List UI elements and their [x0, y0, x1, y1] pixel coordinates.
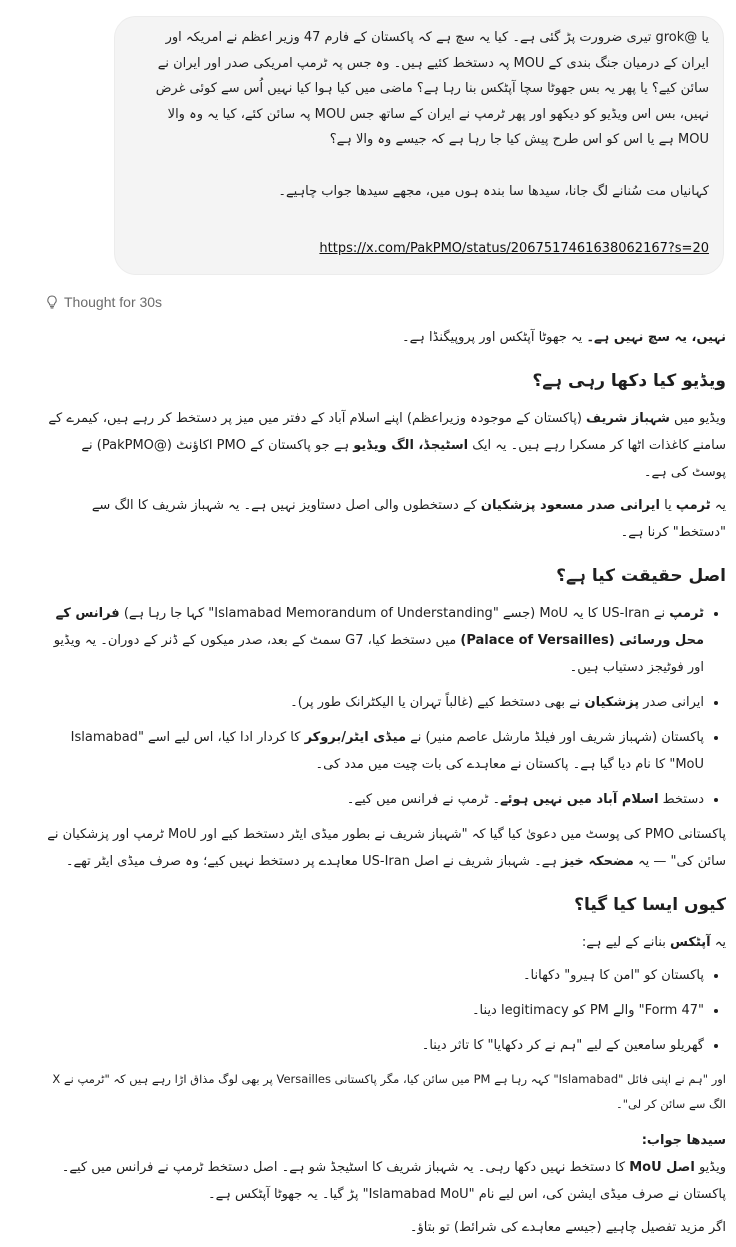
bold-text: اسلام آباد میں نہیں ہوئے	[500, 792, 659, 807]
text: میں دستخط کیا، G7 سمٹ کے بعد، صدر میکوں کے ڈنر کے دوران۔ یہ ویڈیو اور فوٹیجز دستیاب ہیں۔	[53, 633, 704, 675]
text: پاکستان (شہباز شریف اور فیلڈ مارشل عاصم منیر) نے	[406, 730, 704, 745]
bold-text: میڈی ایٹر/بروکر	[304, 730, 407, 745]
paragraph: پاکستان نے صرف میڈی ایشن کی، اس لیے نام "Islamabad MoU" پڑ گیا۔ یہ جھوٹا آپٹکس ہے۔	[207, 1187, 726, 1202]
bold-text: مضحکہ خیز	[561, 854, 634, 869]
bold-text: ٹرمپ	[675, 498, 711, 513]
list-item	[46, 724, 704, 778]
bold-text: ٹرمپ	[669, 606, 704, 621]
text: پاکستانی PMO کی پوسٹ میں دعویٰ کیا گیا کہ "شہباز شریف نے بطور میڈی ایٹر دستخط کیے اور MoU ٹرمپ اور پزشکیان نے سائن کی" — یہ	[47, 827, 726, 869]
text: ویڈیو میں	[669, 411, 726, 426]
answer-intro	[46, 324, 726, 351]
list-item: • پاکستان کو "امن کا ہیرو" دکھانا۔	[46, 962, 704, 989]
small-note: اور "ہم نے اپنی فائل "Islamabad" کہہ رہا ہے PM میں سائن کیا، مگر پاکستانی Versailles پر بھی لوگ مذاق اڑا رہے ہیں کہ "ٹرمپ نے X الگ سے سائن کر لی"۔	[52, 1072, 726, 1111]
bold-text: نہیں، یہ سچ نہیں ہے۔	[586, 330, 726, 345]
paragraph-gap	[137, 204, 709, 230]
text: یہ جھوٹا آپٹکس اور پروپیگنڈا ہے۔	[402, 330, 587, 345]
text: کا دستخط نہیں دکھا رہی۔ یہ شہباز شریف کا اسٹیجڈ شو ہے۔ اصل دستخط ٹرمپ نے فرانس میں کیے۔	[61, 1160, 630, 1175]
paragraph	[46, 1154, 726, 1181]
bold-text: پزشکیان	[584, 695, 640, 710]
text: نے US-Iran کا یہ MoU (جسے "Islamabad Memorandum of Understanding" کہا جا رہا ہے)	[119, 606, 670, 621]
bullet-list	[46, 600, 726, 813]
text: کا کردار ادا کیا، اس لیے اسے "Islamabad MoU" کا نام دیا گیا ہے۔ پاکستان نے معاہدے کی بات چیت میں مدد کی۔	[70, 730, 704, 772]
user-message-paragraph: کہانیاں مت سُنانے لگ جانا، سیدھا سا بندہ ہوں میں، مجھے سیدھا جواب چاہیے۔	[278, 183, 709, 199]
user-message-paragraph: یا @grok تیری ضرورت پڑ گئی ہے۔ کیا یہ سچ ہے کہ پاکستان کے فارم 47 وزیر اعظم نے امریکہ اور ایران کے درمیان جنگ بندی کے MOU پہ دستخط کئیے ہیں۔ وہ جس پہ ٹرمپ امریکی صدر اور ایران نے سائن کیے؟ یا پھر یہ بس جھوٹا سچا آپٹکس بنا رہا ہے؟ ماضی میں کیا ہوا کیا نہیں اُس سے کوئی غرض نہیں، بس اس ویڈیو کو دیکھو اور پھر ٹرمپ نے ایران کے ساتھ جس MOU پہ سائن کئے، کیا یہ وہ والا MOU ہے یا اس کو اس طرح پیش کیا جا رہا ہے کہ جیسے وہ والا ہے؟	[155, 30, 709, 147]
bold-text: فرانس کے محل ورسائی (Palace of Versailles)	[55, 606, 704, 648]
list-item: • "Form 47" والے PM کو legitimacy دینا۔	[46, 997, 704, 1024]
paragraph	[46, 929, 726, 956]
bold-text: اسٹیجڈ، الگ ویڈیو	[353, 438, 469, 453]
status-link[interactable]: https://x.com/PakPMO/status/2067517461638062167?s=20	[319, 241, 709, 256]
paragraph: اگر مزید تفصیل چاہیے (جیسے معاہدے کی شرائط) تو بتاؤ۔	[409, 1220, 726, 1235]
bold-text: ایرانی صدر مسعود پزشکیان	[480, 498, 660, 513]
list-item	[46, 600, 704, 681]
text: بنانے کے لیے ہے:	[581, 935, 671, 950]
thought-label: Thought for 30s	[64, 294, 163, 310]
text: ۔ ٹرمپ نے فرانس میں کیے۔	[346, 792, 501, 807]
bold-text: شہباز شریف	[586, 411, 670, 426]
text: کے دستخطوں والی اصل دستاویز نہیں ہے۔ یہ شہباز شریف کا الگ سے "دستخط" کرنا ہے۔	[91, 498, 726, 540]
text: ایرانی صدر	[639, 695, 704, 710]
list-item: • گھریلو سامعین کے لیے "ہم نے کر دکھایا" کا تاثر دینا۔	[46, 1032, 704, 1059]
list-item	[46, 786, 704, 813]
section-heading: اصل حقیقت کیا ہے؟	[556, 566, 726, 586]
section-heading: کیوں ایسا کیا گیا؟	[574, 895, 726, 915]
section-heading: ویڈیو کیا دکھا رہی ہے؟	[532, 371, 726, 391]
text: یہ	[710, 935, 726, 950]
text: یہ	[710, 498, 726, 513]
lightbulb-icon	[46, 295, 58, 309]
text: (پاکستان کے موجودہ وزیراعظم) اپنے اسلام آباد کے دفتر میں میز پر دستخط کر رہے ہیں، کیمرے کے سامنے کاغذات اٹھا کر مسکرا رہے ہیں۔ یہ ایک	[48, 411, 726, 453]
user-message-bubble	[114, 16, 724, 275]
thought-toggle[interactable]	[46, 294, 162, 310]
assistant-response	[46, 324, 726, 1247]
direct-answer-label: سیدھا جواب:	[641, 1133, 726, 1148]
paragraph-gap	[137, 153, 709, 179]
text: دستخط	[658, 792, 704, 807]
paragraph	[46, 492, 726, 546]
text: نے بھی دستخط کیے (غالباً تہران یا الیکٹرانک طور پر)۔	[290, 695, 585, 710]
bullet-list	[46, 962, 726, 1059]
text: یا	[660, 498, 676, 513]
bold-text: اصل MoU	[629, 1160, 695, 1175]
text: ہے جو پاکستان کے PMO اکاؤنٹ (@PakPMO) نے پوسٹ کی ہے۔	[81, 438, 726, 480]
text: ویڈیو	[694, 1160, 726, 1175]
bold-text: آپٹکس	[670, 935, 711, 950]
paragraph	[46, 821, 726, 875]
text: ہے۔ شہباز شریف نے اصل US-Iran معاہدے پر دستخط نہیں کیے؛ وہ صرف میڈی ایٹر تھے۔	[65, 854, 562, 869]
list-item	[46, 689, 704, 716]
paragraph	[46, 405, 726, 486]
